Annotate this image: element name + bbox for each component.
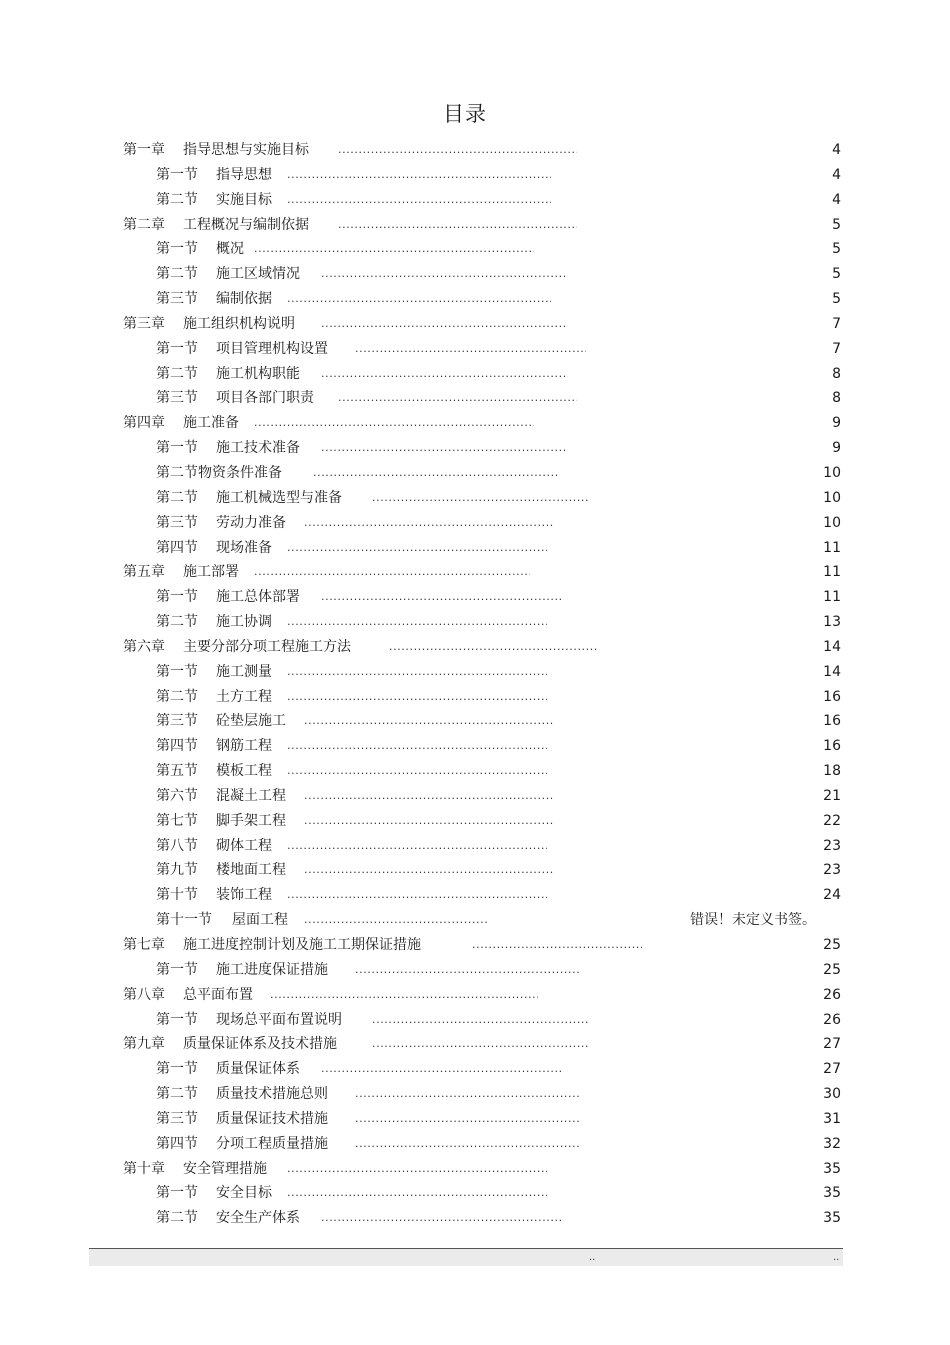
page-number: 11 — [823, 589, 841, 606]
entry-title: 施工总体部署 — [216, 589, 300, 606]
entry-title: 项目管理机构设置 — [216, 340, 328, 357]
page-number: 25 — [823, 961, 841, 978]
entry-title: 质量技术措施总则 — [216, 1086, 328, 1103]
page-number: 10 — [823, 464, 841, 481]
section-number: 第四节 — [156, 738, 198, 755]
section-number: 第二节 — [156, 1210, 198, 1227]
entry-title: 施工准备 — [183, 415, 239, 432]
section-number: 第二节 — [156, 365, 198, 382]
section-number: 第八节 — [156, 837, 198, 854]
entry-title: 施工区域情况 — [216, 266, 300, 283]
page-number: 31 — [823, 1110, 841, 1127]
page-number: 35 — [823, 1210, 841, 1227]
page-number: 24 — [823, 887, 841, 904]
page-number: 11 — [823, 564, 841, 581]
chapter-number: 第三章 — [123, 315, 165, 332]
footer-band — [89, 1249, 843, 1266]
toc-entry[interactable] — [0, 809, 950, 834]
toc-entry[interactable] — [0, 188, 950, 213]
toc-entry[interactable] — [0, 983, 950, 1008]
page-number: 27 — [823, 1061, 841, 1078]
page-number: 7 — [832, 315, 841, 332]
section-number: 第三节 — [156, 713, 198, 730]
entry-title: 分项工程质量措施 — [216, 1135, 328, 1152]
toc-entry[interactable] — [0, 685, 950, 710]
page-number: 5 — [832, 216, 841, 233]
page-number: 5 — [832, 241, 841, 258]
toc-entry[interactable] — [0, 759, 950, 784]
toc-entry[interactable] — [0, 834, 950, 859]
toc-entry[interactable] — [0, 560, 950, 585]
toc-entry[interactable] — [0, 436, 950, 461]
section-number: 第二节 — [156, 489, 198, 506]
toc-entry[interactable] — [0, 1181, 950, 1206]
page-number: 8 — [832, 365, 841, 382]
section-number: 第一节 — [156, 663, 198, 680]
page-number: 30 — [823, 1086, 841, 1103]
page-number: 35 — [823, 1185, 841, 1202]
chapter-number: 第五章 — [123, 564, 165, 581]
entry-title: 安全管理措施 — [183, 1160, 267, 1177]
toc-entry[interactable] — [0, 610, 950, 635]
table-of-contents — [0, 138, 950, 1231]
entry-title: 安全目标 — [216, 1185, 272, 1202]
page-error-text: 错误！未定义书签。 — [690, 912, 816, 929]
page-number: 16 — [823, 738, 841, 755]
footer-mark-center: .. — [589, 1252, 596, 1263]
entry-title: 砼垫层施工 — [216, 713, 286, 730]
page-number: 10 — [823, 514, 841, 531]
section-number: 第二节 — [156, 614, 198, 631]
section-number: 第一节 — [156, 589, 198, 606]
footer-mark-right: .. — [833, 1252, 840, 1263]
toc-entry[interactable] — [0, 237, 950, 262]
chapter-number: 第八章 — [123, 986, 165, 1003]
toc-entry[interactable] — [0, 858, 950, 883]
page-number: 16 — [823, 713, 841, 730]
page-number: 8 — [832, 390, 841, 407]
entry-title: 施工协调 — [216, 614, 272, 631]
page-number: 14 — [823, 638, 841, 655]
entry-title: 主要分部分项工程施工方法 — [183, 638, 351, 655]
page-number: 10 — [823, 489, 841, 506]
toc-entry[interactable] — [0, 908, 950, 933]
section-number: 第七节 — [156, 812, 198, 829]
toc-entry[interactable] — [0, 287, 950, 312]
page-number: 16 — [823, 688, 841, 705]
page-number: 11 — [823, 539, 841, 556]
toc-entry[interactable] — [0, 1008, 950, 1033]
section-number: 第三节 — [156, 514, 198, 531]
toc-entry[interactable] — [0, 262, 950, 287]
page-number: 9 — [832, 415, 841, 432]
chapter-number: 第四章 — [123, 415, 165, 432]
toc-entry[interactable] — [0, 1057, 950, 1082]
entry-title: 土方工程 — [216, 688, 272, 705]
chapter-number: 第一章 — [123, 142, 165, 158]
page-number: 4 — [832, 166, 841, 183]
section-number: 第一节 — [156, 1061, 198, 1078]
toc-entry[interactable] — [0, 461, 950, 486]
page-number: 22 — [823, 812, 841, 829]
toc-entry[interactable] — [0, 362, 950, 387]
toc-entry[interactable] — [0, 411, 950, 436]
section-number: 第二节 — [156, 191, 198, 208]
entry-title: 质量保证体系 — [216, 1061, 300, 1078]
section-number: 第十节 — [156, 887, 198, 904]
entry-title: 施工组织机构说明 — [183, 315, 295, 332]
entry-title: 工程概况与编制依据 — [183, 216, 309, 233]
entry-title: 施工测量 — [216, 663, 272, 680]
dot-leader — [304, 908, 489, 932]
toc-entry[interactable] — [0, 1206, 950, 1231]
entry-title: 施工机械选型与准备 — [216, 489, 342, 506]
page-number: 26 — [823, 1011, 841, 1028]
section-number: 第二节 — [156, 1086, 198, 1103]
entry-title: 楼地面工程 — [216, 862, 286, 879]
page-number: 25 — [823, 937, 841, 953]
page-number: 5 — [832, 291, 841, 308]
toc-entry[interactable] — [0, 312, 950, 337]
entry-title: 概况 — [216, 241, 244, 258]
entry-title: 安全生产体系 — [216, 1210, 300, 1227]
section-number: 第二节物资条件准备 — [156, 464, 282, 481]
entry-title: 现场总平面布置说明 — [216, 1011, 342, 1028]
entry-title: 钢筋工程 — [216, 738, 272, 755]
page-number: 5 — [832, 266, 841, 283]
entry-title: 总平面布置 — [183, 986, 253, 1003]
toc-entry[interactable] — [0, 958, 950, 983]
entry-title: 施工进度控制计划及施工工期保证措施 — [183, 937, 421, 953]
toc-entry[interactable] — [0, 1107, 950, 1132]
toc-entry[interactable] — [0, 883, 950, 908]
entry-title: 装饰工程 — [216, 887, 272, 904]
entry-title: 指导思想 — [216, 166, 272, 183]
section-number: 第十一节 — [156, 912, 212, 929]
toc-entry[interactable] — [0, 536, 950, 561]
toc-entry[interactable] — [0, 635, 950, 660]
toc-entry[interactable] — [0, 337, 950, 362]
section-number: 第二节 — [156, 688, 198, 705]
section-number: 第一节 — [156, 440, 198, 457]
section-number: 第一节 — [156, 241, 198, 258]
toc-entry[interactable] — [0, 1157, 950, 1182]
section-number: 第一节 — [156, 340, 198, 357]
chapter-number: 第九章 — [123, 1036, 165, 1053]
toc-entry[interactable] — [0, 933, 950, 958]
page-number: 14 — [823, 663, 841, 680]
page-number: 18 — [823, 763, 841, 780]
section-number: 第四节 — [156, 539, 198, 556]
toc-entry[interactable] — [0, 511, 950, 536]
entry-title: 混凝土工程 — [216, 787, 286, 804]
entry-title: 施工机构职能 — [216, 365, 300, 382]
page-number: 26 — [823, 986, 841, 1003]
entry-title: 模板工程 — [216, 763, 272, 780]
page-number: 7 — [832, 340, 841, 357]
page-number: 23 — [823, 837, 841, 854]
section-number: 第三节 — [156, 291, 198, 308]
entry-title: 质量保证技术措施 — [216, 1110, 328, 1127]
section-number: 第二节 — [156, 266, 198, 283]
section-number: 第九节 — [156, 862, 198, 879]
entry-title: 实施目标 — [216, 191, 272, 208]
chapter-number: 第七章 — [123, 937, 165, 953]
entry-title: 指导思想与实施目标 — [183, 142, 309, 158]
chapter-number: 第十章 — [123, 1160, 165, 1177]
entry-title: 施工进度保证措施 — [216, 961, 328, 978]
page-title: 目录 — [443, 102, 487, 126]
section-number: 第三节 — [156, 390, 198, 407]
page-number: 9 — [832, 440, 841, 457]
entry-title: 屋面工程 — [232, 912, 288, 929]
entry-title: 施工部署 — [183, 564, 239, 581]
toc-entry[interactable] — [0, 784, 950, 809]
entry-title: 施工技术准备 — [216, 440, 300, 457]
page-number: 32 — [823, 1135, 841, 1152]
page-number: 21 — [823, 787, 841, 804]
section-number: 第一节 — [156, 1185, 198, 1202]
entry-title: 编制依据 — [216, 291, 272, 308]
toc-entry[interactable] — [0, 138, 950, 163]
chapter-number: 第二章 — [123, 216, 165, 233]
page-number: 27 — [823, 1036, 841, 1053]
section-number: 第三节 — [156, 1110, 198, 1127]
toc-entry[interactable] — [0, 1032, 950, 1057]
section-number: 第一节 — [156, 961, 198, 978]
page-number: 4 — [832, 142, 841, 158]
page-number: 13 — [823, 614, 841, 631]
toc-entry[interactable] — [0, 660, 950, 685]
entry-title: 质量保证体系及技术措施 — [183, 1036, 337, 1053]
page-number: 4 — [832, 191, 841, 208]
section-number: 第四节 — [156, 1135, 198, 1152]
section-number: 第一节 — [156, 1011, 198, 1028]
entry-title: 项目各部门职责 — [216, 390, 314, 407]
page-number: 35 — [823, 1160, 841, 1177]
toc-entry[interactable] — [0, 486, 950, 511]
entry-title: 现场准备 — [216, 539, 272, 556]
entry-title: 劳动力准备 — [216, 514, 286, 531]
section-number: 第五节 — [156, 763, 198, 780]
toc-entry[interactable] — [0, 163, 950, 188]
page-number: 23 — [823, 862, 841, 879]
toc-entry[interactable] — [0, 386, 950, 411]
chapter-number: 第六章 — [123, 638, 165, 655]
entry-title: 脚手架工程 — [216, 812, 286, 829]
section-number: 第六节 — [156, 787, 198, 804]
entry-title: 砌体工程 — [216, 837, 272, 854]
section-number: 第一节 — [156, 166, 198, 183]
toc-entry[interactable] — [0, 734, 950, 759]
toc-entry[interactable] — [0, 213, 950, 238]
toc-entry[interactable] — [0, 585, 950, 610]
toc-entry[interactable] — [0, 709, 950, 734]
toc-entry[interactable] — [0, 1082, 950, 1107]
toc-entry[interactable] — [0, 1132, 950, 1157]
